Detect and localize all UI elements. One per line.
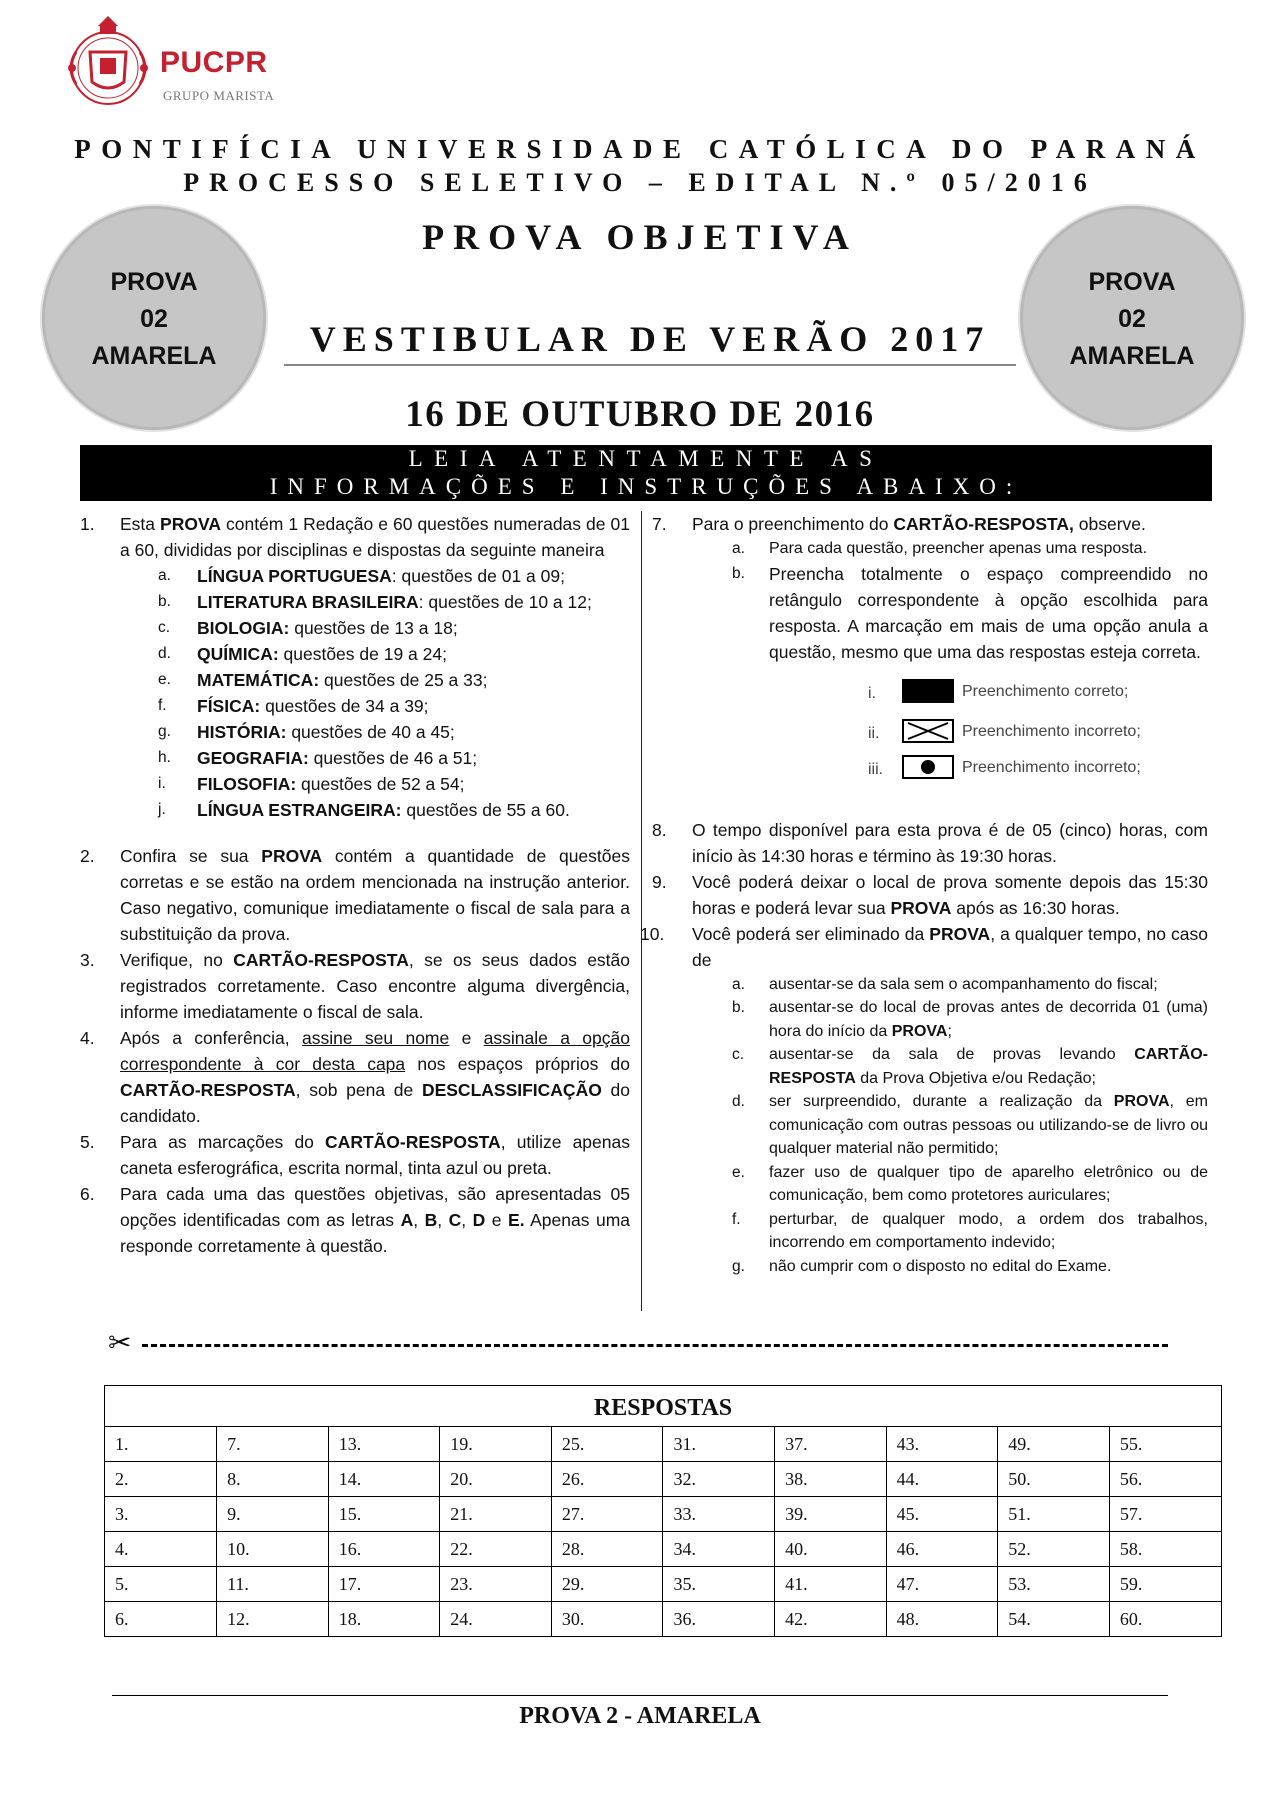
answer-cell[interactable]: 13. <box>328 1427 440 1462</box>
subject-item <box>80 797 630 823</box>
subject-item <box>80 719 630 745</box>
logo-subtitle: GRUPO MARISTA <box>163 88 275 103</box>
subject-name: GEOGRAFIA: <box>197 748 309 768</box>
subject-item <box>80 667 630 693</box>
item-number: 7. <box>652 514 667 534</box>
subject-range: questões de 25 a 33; <box>319 670 488 690</box>
exam-date: 16 DE OUTUBRO DE 2016 <box>405 394 875 435</box>
crossed-box-icon <box>902 719 954 743</box>
instruction-1 <box>80 511 630 563</box>
answer-cell[interactable]: 58. <box>1109 1532 1221 1567</box>
text: e <box>485 1210 509 1230</box>
instructions-banner <box>80 445 1212 501</box>
example-number: i. <box>868 684 876 702</box>
instruction-10-b <box>650 996 1208 1043</box>
instruction-7 <box>650 511 1208 537</box>
scissors-icon: ✂ <box>108 1327 132 1358</box>
answers-row <box>105 1427 1221 1462</box>
answer-cell[interactable]: 26. <box>551 1462 663 1497</box>
text: observe. <box>1073 514 1146 534</box>
subject-range: questões de 52 a 54; <box>296 774 465 794</box>
answer-cell[interactable]: 52. <box>998 1532 1110 1567</box>
exam-type: PROVA OBJETIVA <box>422 217 858 257</box>
answer-cell[interactable]: 31. <box>663 1427 775 1462</box>
text: ausentar-se da sala sem o acompanhamento do fiscal; <box>769 975 1158 993</box>
banner-line-2: INFORMAÇÕES E INSTRUÇÕES ABAIXO: <box>269 474 1023 499</box>
instruction-6 <box>80 1181 630 1259</box>
item-letter: f. <box>732 1210 741 1228</box>
subject-item <box>80 589 630 615</box>
text: ausentar-se do local de provas antes de decorrida 01 (uma) hora do início da <box>769 999 1208 1040</box>
item-letter: c. <box>732 1046 745 1063</box>
answer-cell[interactable]: 11. <box>217 1567 329 1602</box>
text: , em comunicação com outras pessoas ou utilizando-se de livro ou qualquer material não permitido; <box>769 1093 1208 1157</box>
subject-range: questões de 55 a 60. <box>401 800 570 820</box>
instruction-10 <box>640 921 1209 973</box>
text: Para cada questão, preencher apenas uma resposta. <box>769 540 1148 557</box>
item-number: 9. <box>652 871 667 892</box>
title-divider <box>284 364 1016 366</box>
bold-text: PROVA <box>1113 1093 1170 1110</box>
bold-text: CARTÃO-RESPOSTA <box>325 1132 501 1152</box>
underlined-text: assine seu nome <box>301 1028 450 1048</box>
text: perturbar, de qualquer modo, a ordem dos trabalhos, incorrendo em comportamento indevido; <box>769 1210 1208 1251</box>
example-label: Preenchimento incorreto; <box>962 758 1141 776</box>
answer-cell[interactable]: 44. <box>886 1462 998 1497</box>
subject-range: questões de 40 a 45; <box>286 722 455 742</box>
answer-cell[interactable]: 10. <box>217 1532 329 1567</box>
subject-item <box>80 771 630 797</box>
text: , a qualquer tempo, no caso de <box>692 923 1209 970</box>
answers-grid <box>105 1426 1221 1636</box>
crest-icon <box>62 12 154 112</box>
badge-line: PROVA <box>1088 268 1176 296</box>
text: , utilize apenas caneta esferográfica, escrita normal, tinta azul ou preta. <box>120 1132 630 1178</box>
instruction-10-a <box>650 973 1208 997</box>
instruction-9 <box>650 869 1208 921</box>
answer-cell[interactable]: 20. <box>440 1462 552 1497</box>
answers-row <box>105 1602 1221 1637</box>
subject-name: HISTÓRIA: <box>197 722 287 742</box>
item-number: 8. <box>652 819 667 840</box>
item-letter: e. <box>158 671 171 688</box>
answer-cell[interactable]: 59. <box>1109 1567 1221 1602</box>
answer-cell[interactable]: 55. <box>1109 1427 1221 1462</box>
text: Apenas uma responde corretamente à questão. <box>120 1210 630 1256</box>
subject-range: : questões de 01 a 09; <box>391 566 565 586</box>
item-number: 10. <box>640 923 665 944</box>
item-number: 2. <box>80 846 95 866</box>
fill-examples <box>650 679 1208 791</box>
text: Preencha totalmente o espaço compreendido no retângulo correspondente à opção escolhida para resposta. A marcação em mais de uma opção anula a questão, mesmo que uma das respostas esteja correta. <box>769 563 1208 662</box>
text: contém a quantidade de questões corretas e se estão na ordem mencionada na instrução anterior. Caso negativo, comunique imediatamente o fiscal de sala para a substituição da prova. <box>120 846 630 944</box>
item-number: 1. <box>80 514 95 534</box>
answer-cell[interactable]: 24. <box>440 1602 552 1637</box>
subject-range: questões de 13 a 18; <box>289 618 458 638</box>
bold-text: CARTÃO-RESPOSTA, <box>893 514 1074 534</box>
dotted-box-icon <box>902 755 954 779</box>
bold-text: A <box>400 1210 414 1230</box>
badge-line: 02 <box>140 305 168 333</box>
text: do candidato. <box>120 1080 630 1126</box>
answer-cell[interactable]: 39. <box>775 1497 887 1532</box>
answer-cell[interactable]: 28. <box>551 1532 663 1567</box>
text: Para as marcações do <box>120 1132 326 1152</box>
answer-cell[interactable]: 6. <box>105 1602 217 1637</box>
text: após as 16:30 horas. <box>951 897 1120 918</box>
text: nos espaços próprios do <box>405 1054 630 1074</box>
answer-cell[interactable]: 27. <box>551 1497 663 1532</box>
subject-list <box>80 563 630 823</box>
item-letter: a. <box>732 975 745 993</box>
answers-row <box>105 1462 1221 1497</box>
process-title: PROCESSO SELETIVO – EDITAL N.º 05/2016 <box>183 168 1097 197</box>
answer-cell[interactable]: 15. <box>328 1497 440 1532</box>
page-footer: PROVA 2 - AMARELA <box>519 1703 761 1729</box>
item-letter: b. <box>732 999 745 1016</box>
text: O tempo disponível para esta prova é de 05 (cinco) horas, com início às 14:30 horas e término às 19:30 horas. <box>692 819 1208 866</box>
text: ; <box>947 1022 952 1040</box>
answer-cell[interactable]: 32. <box>663 1462 775 1497</box>
item-letter: f. <box>158 697 167 714</box>
instructions-right-column <box>640 511 1209 1278</box>
text: contém 1 Redação e 60 questões numeradas de 01 a 60, divididas por disciplinas e dispostas da seguinte maneira <box>120 514 630 560</box>
pucpr-logo <box>62 12 302 112</box>
answers-row <box>105 1532 1221 1567</box>
item-letter: d. <box>158 645 171 662</box>
badge-line: PROVA <box>110 268 198 296</box>
answer-cell[interactable]: 3. <box>105 1497 217 1532</box>
text: Após a conferência, <box>120 1028 302 1048</box>
text: não cumprir com o disposto no edital do Exame. <box>769 1257 1112 1275</box>
answer-cell[interactable]: 2. <box>105 1462 217 1497</box>
item-letter: g. <box>732 1257 745 1275</box>
underlined-text: assinale a opção correspondente à cor desta capa <box>120 1028 630 1074</box>
item-letter: h. <box>158 749 171 766</box>
answer-cell[interactable]: 5. <box>105 1567 217 1602</box>
answer-cell[interactable]: 17. <box>328 1567 440 1602</box>
answer-cell[interactable]: 34. <box>663 1532 775 1567</box>
column-divider <box>641 511 642 1311</box>
item-letter: e. <box>732 1163 745 1181</box>
answer-cell[interactable]: 53. <box>998 1567 1110 1602</box>
subject-item <box>80 745 630 771</box>
answer-cell[interactable]: 21. <box>440 1497 552 1532</box>
answer-cell[interactable]: 48. <box>886 1602 998 1637</box>
exam-name: VESTIBULAR DE VERÃO 2017 <box>309 319 991 359</box>
example-label: Preenchimento incorreto; <box>962 722 1141 740</box>
text: fazer uso de qualquer tipo de aparelho eletrônico ou de comunicação, bem como protetores auriculares; <box>769 1163 1208 1204</box>
bold-text: PROVA <box>891 1022 948 1040</box>
instruction-10-c <box>650 1043 1208 1090</box>
answers-table <box>104 1385 1222 1637</box>
text: , <box>461 1210 473 1230</box>
answer-cell[interactable]: 8. <box>217 1462 329 1497</box>
bold-text: PROVA <box>890 897 952 918</box>
answer-cell[interactable]: 56. <box>1109 1462 1221 1497</box>
instruction-7-b <box>650 561 1208 665</box>
footer-divider <box>112 1695 1168 1696</box>
item-number: 4. <box>80 1028 95 1048</box>
item-number: 6. <box>80 1184 95 1204</box>
subject-range: questões de 46 a 51; <box>308 748 478 768</box>
item-letter: b. <box>158 593 171 610</box>
bold-text: CARTÃO-RESPOSTA <box>769 1046 1208 1087</box>
badge-line: 02 <box>1118 305 1146 333</box>
bold-text: CARTÃO-RESPOSTA <box>233 950 409 970</box>
instruction-3 <box>80 947 630 1025</box>
dashed-line <box>142 1344 1168 1347</box>
answers-title: RESPOSTAS <box>593 1395 733 1421</box>
answer-cell[interactable]: 49. <box>998 1427 1110 1462</box>
answer-cell[interactable]: 51. <box>998 1497 1110 1532</box>
filled-box-icon <box>902 679 954 703</box>
bold-text: D <box>472 1210 486 1230</box>
subject-name: LITERATURA BRASILEIRA <box>197 592 419 612</box>
text: Para cada uma das questões objetivas, são apresentadas 05 opções identificadas com as letras <box>120 1184 630 1230</box>
subject-item <box>80 563 630 589</box>
answer-cell[interactable]: 18. <box>328 1602 440 1637</box>
answer-cell[interactable]: 46. <box>886 1532 998 1567</box>
subject-name: BIOLOGIA: <box>197 618 290 638</box>
instruction-5 <box>80 1129 630 1181</box>
answer-cell[interactable]: 43. <box>886 1427 998 1462</box>
answers-row <box>105 1567 1221 1602</box>
answer-cell[interactable]: 14. <box>328 1462 440 1497</box>
answer-cell[interactable]: 42. <box>775 1602 887 1637</box>
answer-cell[interactable]: 23. <box>440 1567 552 1602</box>
answer-cell[interactable]: 1. <box>105 1427 217 1462</box>
text: , se os seus dados estão registrados corretamente. Caso encontre alguma divergência, informe imediatamente o fiscal de sala. <box>120 950 631 1022</box>
answer-cell[interactable]: 47. <box>886 1567 998 1602</box>
subject-name: MATEMÁTICA: <box>197 670 320 690</box>
bold-text: PROVA <box>929 923 991 944</box>
text: ser surpreendido, durante a realização da <box>769 1093 1114 1110</box>
answer-cell[interactable]: 40. <box>775 1532 887 1567</box>
item-letter: i. <box>158 775 166 792</box>
text: e <box>449 1028 484 1048</box>
badge-line: AMARELA <box>91 342 217 370</box>
answer-cell[interactable]: 36. <box>663 1602 775 1637</box>
subject-item <box>80 641 630 667</box>
instruction-4 <box>80 1025 630 1129</box>
item-letter: d. <box>732 1093 745 1110</box>
example-label: Preenchimento correto; <box>962 682 1129 700</box>
subject-item <box>80 615 630 641</box>
bold-text: DESCLASSIFICAÇÃO <box>421 1080 602 1100</box>
answer-cell[interactable]: 12. <box>217 1602 329 1637</box>
instruction-10-f <box>650 1208 1208 1255</box>
text: Você poderá deixar o local de prova somente depois das 15:30 horas e poderá levar sua <box>692 871 1208 918</box>
university-title: PONTIFÍCIA UNIVERSIDADE CATÓLICA DO PARANÁ <box>74 134 1206 164</box>
subject-range: questões de 19 a 24; <box>278 644 447 664</box>
bold-text: CARTÃO-RESPOSTA <box>120 1080 296 1100</box>
bold-text: E. <box>508 1210 525 1230</box>
text: Esta <box>120 514 161 534</box>
logo-brand: PUCPR <box>160 46 268 79</box>
answer-cell[interactable]: 37. <box>775 1427 887 1462</box>
badge-line: AMARELA <box>1069 342 1195 370</box>
text: , sob pena de <box>295 1080 422 1100</box>
answer-cell[interactable]: 7. <box>217 1427 329 1462</box>
text: Você poderá ser eliminado da <box>692 923 930 944</box>
item-number: 5. <box>80 1132 95 1152</box>
instruction-7-a <box>650 537 1208 561</box>
banner-line-1: LEIA ATENTAMENTE AS <box>408 446 884 471</box>
bold-text: C <box>448 1210 462 1230</box>
text: , <box>437 1210 449 1230</box>
answer-cell[interactable]: 29. <box>551 1567 663 1602</box>
subject-name: LÍNGUA ESTRANGEIRA: <box>197 800 402 820</box>
text: , <box>413 1210 425 1230</box>
item-number: 3. <box>80 950 95 970</box>
answer-cell[interactable]: 57. <box>1109 1497 1221 1532</box>
item-letter: a. <box>158 567 171 584</box>
answers-row <box>105 1497 1221 1532</box>
instruction-10-e <box>650 1161 1208 1208</box>
instruction-8 <box>650 817 1208 869</box>
answer-cell[interactable]: 38. <box>775 1462 887 1497</box>
answer-cell[interactable]: 33. <box>663 1497 775 1532</box>
text: Confira se sua <box>120 846 262 866</box>
subject-name: QUÍMICA: <box>197 644 279 664</box>
item-letter: g. <box>158 723 171 740</box>
instruction-2 <box>80 843 630 947</box>
example-number: ii. <box>868 724 880 742</box>
subject-range: : questões de 10 a 12; <box>418 592 592 612</box>
subject-name: FÍSICA: <box>197 696 261 716</box>
answer-cell[interactable]: 35. <box>663 1567 775 1602</box>
cut-line <box>108 1327 1168 1360</box>
item-letter: j. <box>158 801 166 818</box>
instructions-left-column <box>80 511 630 1259</box>
answer-cell[interactable]: 45. <box>886 1497 998 1532</box>
answer-cell[interactable]: 19. <box>440 1427 552 1462</box>
item-letter: c. <box>158 619 171 636</box>
subject-name: FILOSOFIA: <box>197 774 297 794</box>
answer-cell[interactable]: 25. <box>551 1427 663 1462</box>
instruction-10-d <box>650 1090 1208 1161</box>
text: da Prova Objetiva e/ou Redação; <box>855 1069 1096 1087</box>
answer-cell[interactable]: 30. <box>551 1602 663 1637</box>
text: Para o preenchimento do <box>692 514 894 534</box>
answer-cell[interactable]: 9. <box>217 1497 329 1532</box>
bold-text: PROVA <box>261 846 323 866</box>
example-number: iii. <box>868 760 884 778</box>
instruction-10-g <box>650 1255 1208 1279</box>
answer-cell[interactable]: 50. <box>998 1462 1110 1497</box>
bold-text: PROVA <box>160 514 221 534</box>
text: Verifique, no <box>120 950 234 970</box>
subject-name: LÍNGUA PORTUGUESA <box>197 566 392 586</box>
answer-cell[interactable]: 54. <box>998 1602 1110 1637</box>
subject-range: questões de 34 a 39; <box>260 696 429 716</box>
bold-text: B <box>424 1210 438 1230</box>
answer-cell[interactable]: 60. <box>1109 1602 1221 1637</box>
answer-cell[interactable]: 41. <box>775 1567 887 1602</box>
subject-item <box>80 693 630 719</box>
item-letter: b. <box>732 564 745 582</box>
answer-cell[interactable]: 22. <box>440 1532 552 1567</box>
answer-cell[interactable]: 4. <box>105 1532 217 1567</box>
text: ausentar-se da sala de provas levando <box>769 1046 1135 1063</box>
answer-cell[interactable]: 16. <box>328 1532 440 1567</box>
item-letter: a. <box>732 540 745 557</box>
